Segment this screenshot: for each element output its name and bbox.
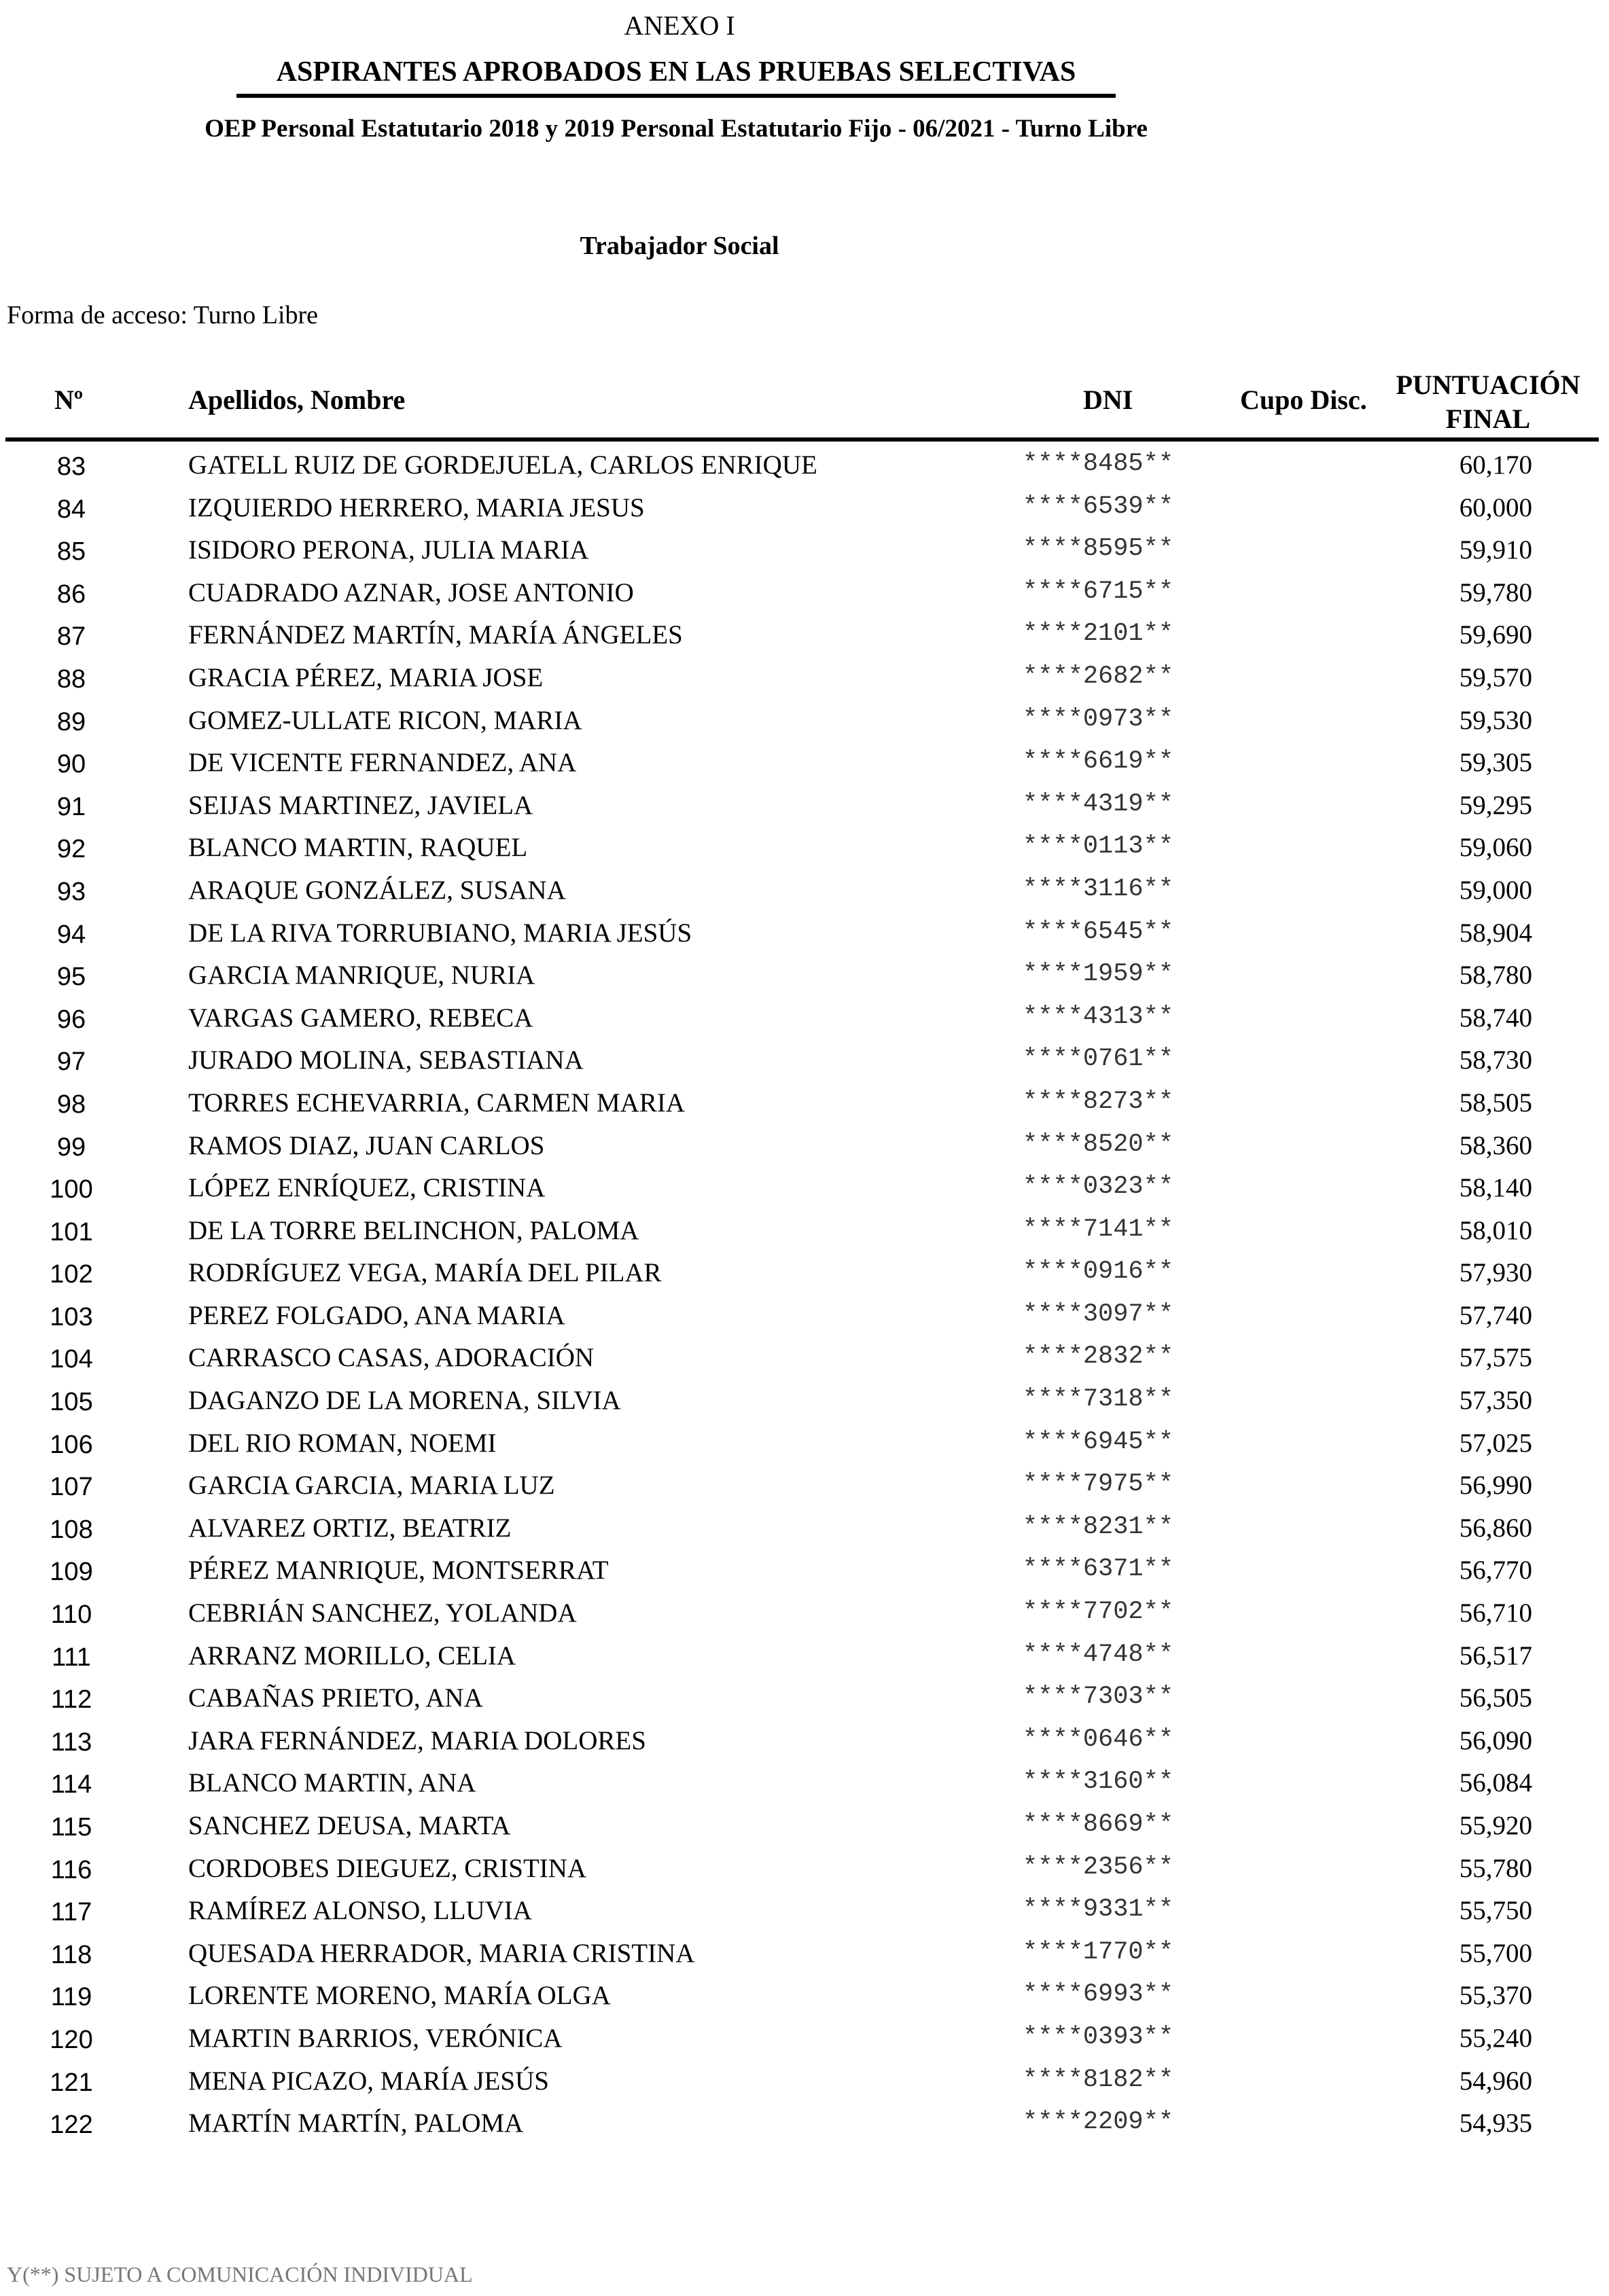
row-score: 55,240 bbox=[1459, 2023, 1532, 2053]
row-number: 88 bbox=[56, 664, 86, 694]
row-number: 98 bbox=[56, 1090, 86, 1119]
table-row bbox=[0, 450, 1609, 492]
row-dni: ****6371** bbox=[1023, 1555, 1174, 1584]
row-name: CEBRIÁN SANCHEZ, YOLANDA bbox=[188, 1598, 577, 1628]
row-name: JARA FERNÁNDEZ, MARIA DOLORES bbox=[188, 1725, 646, 1755]
row-score: 58,730 bbox=[1459, 1045, 1532, 1075]
row-number: 115 bbox=[50, 1813, 92, 1842]
row-score: 56,990 bbox=[1459, 1471, 1532, 1501]
row-score: 59,780 bbox=[1459, 577, 1532, 607]
row-name: DE LA RIVA TORRUBIANO, MARIA JESÚS bbox=[188, 918, 692, 948]
table-row bbox=[0, 1810, 1609, 1853]
row-number: 93 bbox=[56, 877, 86, 906]
row-dni: ****9331** bbox=[1023, 1895, 1174, 1924]
row-score: 56,505 bbox=[1459, 1683, 1532, 1713]
row-score: 58,140 bbox=[1459, 1173, 1532, 1203]
row-number: 83 bbox=[56, 452, 86, 481]
table-row bbox=[0, 662, 1609, 705]
table-row bbox=[0, 1385, 1609, 1428]
row-name: PÉREZ MANRIQUE, MONTSERRAT bbox=[188, 1556, 609, 1585]
table-row bbox=[0, 1640, 1609, 1683]
row-dni: ****2101** bbox=[1023, 620, 1174, 649]
row-number: 113 bbox=[50, 1727, 92, 1757]
row-number: 119 bbox=[50, 1983, 92, 2012]
row-number: 89 bbox=[56, 707, 86, 736]
row-score: 55,780 bbox=[1459, 1853, 1532, 1883]
table-row bbox=[0, 790, 1609, 833]
table-row bbox=[0, 620, 1609, 662]
row-score: 56,860 bbox=[1459, 1513, 1532, 1543]
row-dni: ****6715** bbox=[1023, 577, 1174, 606]
row-name: ISIDORO PERONA, JULIA MARIA bbox=[188, 535, 589, 565]
table-row bbox=[0, 1555, 1609, 1598]
row-name: TORRES ECHEVARRIA, CARMEN MARIA bbox=[188, 1088, 685, 1117]
table-row bbox=[0, 2108, 1609, 2151]
row-score: 59,530 bbox=[1459, 705, 1532, 735]
row-number: 92 bbox=[56, 835, 86, 864]
column-header-number: Nº bbox=[54, 384, 84, 415]
row-number: 117 bbox=[50, 1898, 92, 1927]
row-dni: ****7303** bbox=[1023, 1683, 1174, 1712]
table-row bbox=[0, 535, 1609, 577]
table-row bbox=[0, 1300, 1609, 1343]
row-dni: ****8595** bbox=[1023, 535, 1174, 564]
table-row bbox=[0, 2066, 1609, 2109]
row-name: GOMEZ-ULLATE RICON, MARIA bbox=[188, 705, 582, 735]
row-name: BLANCO MARTIN, ANA bbox=[188, 1768, 476, 1798]
row-number: 116 bbox=[50, 1855, 92, 1884]
row-dni: ****7702** bbox=[1023, 1598, 1174, 1627]
row-dni: ****2209** bbox=[1023, 2108, 1174, 2137]
table-row bbox=[0, 1513, 1609, 1556]
table-row bbox=[0, 960, 1609, 1003]
row-dni: ****6539** bbox=[1023, 492, 1174, 521]
row-name: RODRÍGUEZ VEGA, MARÍA DEL PILAR bbox=[188, 1258, 662, 1288]
row-score: 58,360 bbox=[1459, 1130, 1532, 1160]
row-dni: ****6945** bbox=[1023, 1427, 1174, 1456]
table-row bbox=[0, 1725, 1609, 1768]
table-row bbox=[0, 2023, 1609, 2066]
row-name: SEIJAS MARTINEZ, JAVIELA bbox=[188, 790, 533, 820]
row-number: 99 bbox=[56, 1132, 86, 1162]
row-dni: ****0646** bbox=[1023, 1725, 1174, 1754]
row-name: CUADRADO AZNAR, JOSE ANTONIO bbox=[188, 577, 634, 607]
row-name: MENA PICAZO, MARÍA JESÚS bbox=[188, 2066, 549, 2096]
row-number: 94 bbox=[56, 920, 86, 949]
row-name: VARGAS GAMERO, REBECA bbox=[188, 1003, 533, 1033]
table-row bbox=[0, 1938, 1609, 1981]
row-score: 57,740 bbox=[1459, 1300, 1532, 1330]
row-number: 95 bbox=[56, 963, 86, 992]
row-name: CORDOBES DIEGUEZ, CRISTINA bbox=[188, 1853, 587, 1883]
row-score: 58,505 bbox=[1459, 1088, 1532, 1117]
row-number: 106 bbox=[50, 1430, 93, 1459]
table-row bbox=[0, 747, 1609, 790]
score-header-line1: PUNTUACIÓN bbox=[1396, 370, 1580, 400]
row-number: 108 bbox=[50, 1515, 93, 1544]
table-row bbox=[0, 577, 1609, 620]
row-score: 54,935 bbox=[1459, 2109, 1532, 2138]
row-name: SANCHEZ DEUSA, MARTA bbox=[188, 1811, 511, 1840]
title-underline bbox=[236, 94, 1116, 98]
row-dni: ****8273** bbox=[1023, 1087, 1174, 1116]
table-row bbox=[0, 1342, 1609, 1385]
results-table bbox=[0, 450, 1609, 2151]
table-row bbox=[0, 705, 1609, 748]
row-score: 57,025 bbox=[1459, 1428, 1532, 1458]
row-name: GRACIA PÉREZ, MARIA JOSE bbox=[188, 662, 544, 692]
row-number: 120 bbox=[50, 2025, 93, 2054]
row-dni: ****8485** bbox=[1023, 450, 1174, 478]
row-name: IZQUIERDO HERRERO, MARIA JESUS bbox=[188, 492, 645, 522]
table-row bbox=[0, 1088, 1609, 1130]
row-score: 56,710 bbox=[1459, 1598, 1532, 1628]
row-number: 118 bbox=[50, 1940, 92, 1969]
row-name: DE LA TORRE BELINCHON, PALOMA bbox=[188, 1215, 639, 1245]
row-dni: ****8182** bbox=[1023, 2065, 1174, 2094]
table-row bbox=[0, 1598, 1609, 1640]
row-score: 58,010 bbox=[1459, 1215, 1532, 1245]
row-score: 59,000 bbox=[1459, 875, 1532, 905]
row-name: ALVAREZ ORTIZ, BEATRIZ bbox=[188, 1513, 512, 1543]
table-row bbox=[0, 492, 1609, 535]
row-name: MARTÍN MARTÍN, PALOMA bbox=[188, 2109, 524, 2138]
row-score: 59,910 bbox=[1459, 535, 1532, 565]
row-number: 112 bbox=[50, 1685, 92, 1715]
row-score: 54,960 bbox=[1459, 2066, 1532, 2096]
table-row bbox=[0, 918, 1609, 961]
document-subtitle: OEP Personal Estatutario 2018 y 2019 Personal Estatutario Fijo - 06/2021 - Turno Libre bbox=[205, 115, 1148, 143]
row-score: 57,350 bbox=[1459, 1386, 1532, 1416]
row-number: 103 bbox=[50, 1302, 93, 1331]
row-dni: ****2682** bbox=[1023, 662, 1174, 691]
row-score: 58,780 bbox=[1459, 961, 1532, 990]
row-dni: ****2356** bbox=[1023, 1852, 1174, 1882]
row-dni: ****6993** bbox=[1023, 1980, 1174, 2009]
row-name: DE VICENTE FERNANDEZ, ANA bbox=[188, 748, 577, 778]
row-dni: ****8231** bbox=[1023, 1512, 1174, 1541]
row-score: 59,690 bbox=[1459, 620, 1532, 650]
row-number: 102 bbox=[50, 1260, 93, 1289]
row-dni: ****0761** bbox=[1023, 1045, 1174, 1074]
row-number: 105 bbox=[50, 1388, 93, 1417]
row-name: DAGANZO DE LA MORENA, SILVIA bbox=[188, 1386, 621, 1416]
table-row bbox=[0, 1045, 1609, 1088]
row-score: 56,090 bbox=[1459, 1725, 1532, 1755]
row-score: 56,084 bbox=[1459, 1768, 1532, 1798]
table-row bbox=[0, 1428, 1609, 1471]
category-label: Trabajador Social bbox=[580, 232, 779, 260]
row-dni: ****0323** bbox=[1023, 1172, 1174, 1202]
row-dni: ****0393** bbox=[1023, 2022, 1174, 2051]
row-dni: ****1770** bbox=[1023, 1937, 1174, 1967]
row-dni: ****0973** bbox=[1023, 704, 1174, 734]
column-header-name: Apellidos, Nombre bbox=[188, 384, 406, 415]
row-name: RAMOS DIAZ, JUAN CARLOS bbox=[188, 1130, 545, 1160]
table-row bbox=[0, 1003, 1609, 1045]
row-name: ARRANZ MORILLO, CELIA bbox=[188, 1640, 516, 1670]
row-dni: ****3160** bbox=[1023, 1768, 1174, 1797]
table-row bbox=[0, 1257, 1609, 1300]
row-number: 85 bbox=[56, 537, 86, 567]
row-name: GATELL RUIZ DE GORDEJUELA, CARLOS ENRIQUE bbox=[188, 450, 817, 480]
row-number: 87 bbox=[56, 622, 86, 651]
row-score: 55,750 bbox=[1459, 1896, 1532, 1926]
row-name: FERNÁNDEZ MARTÍN, MARÍA ÁNGELES bbox=[188, 620, 683, 650]
row-name: ARAQUE GONZÁLEZ, SUSANA bbox=[188, 875, 566, 905]
table-row bbox=[0, 1130, 1609, 1173]
row-number: 104 bbox=[50, 1345, 93, 1374]
row-score: 59,295 bbox=[1459, 790, 1532, 820]
row-name: RAMÍREZ ALONSO, LLUVIA bbox=[188, 1896, 532, 1926]
table-row bbox=[0, 1172, 1609, 1215]
row-name: CABAÑAS PRIETO, ANA bbox=[188, 1683, 483, 1713]
row-score: 55,700 bbox=[1459, 1938, 1532, 1968]
table-row bbox=[0, 1895, 1609, 1938]
annex-label: ANEXO I bbox=[624, 10, 735, 41]
row-number: 111 bbox=[52, 1643, 91, 1672]
row-name: QUESADA HERRADOR, MARIA CRISTINA bbox=[188, 1938, 695, 1968]
row-number: 109 bbox=[50, 1558, 93, 1587]
row-number: 96 bbox=[56, 1005, 86, 1034]
row-dni: ****4319** bbox=[1023, 789, 1174, 819]
column-header-score bbox=[1386, 368, 1590, 436]
row-dni: ****4313** bbox=[1023, 1002, 1174, 1031]
row-score: 57,575 bbox=[1459, 1343, 1532, 1373]
table-row bbox=[0, 875, 1609, 918]
column-header-dni: DNI bbox=[1083, 384, 1133, 415]
table-row bbox=[0, 1768, 1609, 1810]
row-number: 110 bbox=[50, 1600, 92, 1630]
row-dni: ****3097** bbox=[1023, 1299, 1174, 1329]
row-name: LORENTE MORENO, MARÍA OLGA bbox=[188, 1981, 611, 2011]
header-divider bbox=[5, 437, 1599, 442]
row-name: GARCIA GARCIA, MARIA LUZ bbox=[188, 1471, 555, 1501]
row-dni: ****7318** bbox=[1023, 1385, 1174, 1414]
row-score: 59,305 bbox=[1459, 748, 1532, 778]
row-number: 122 bbox=[50, 2111, 93, 2140]
row-dni: ****1959** bbox=[1023, 960, 1174, 989]
row-number: 101 bbox=[50, 1217, 93, 1246]
document-title: ASPIRANTES APROBADOS EN LAS PRUEBAS SELECTIVAS bbox=[276, 56, 1076, 88]
column-header-cupo: Cupo Disc. bbox=[1240, 384, 1367, 415]
row-number: 97 bbox=[56, 1047, 86, 1077]
row-name: JURADO MOLINA, SEBASTIANA bbox=[188, 1045, 584, 1075]
row-score: 55,920 bbox=[1459, 1811, 1532, 1840]
row-dni: ****4748** bbox=[1023, 1640, 1174, 1669]
row-number: 86 bbox=[56, 579, 86, 609]
footer-note: Y(**) SUJETO A COMUNICACIÓN INDIVIDUAL bbox=[7, 2262, 473, 2286]
row-dni: ****3116** bbox=[1023, 874, 1174, 903]
row-score: 60,170 bbox=[1459, 450, 1532, 480]
row-score: 59,060 bbox=[1459, 833, 1532, 863]
row-score: 58,740 bbox=[1459, 1003, 1532, 1033]
row-number: 91 bbox=[56, 792, 86, 821]
row-name: CARRASCO CASAS, ADORACIÓN bbox=[188, 1343, 595, 1373]
row-score: 59,570 bbox=[1459, 662, 1532, 692]
row-number: 84 bbox=[56, 495, 86, 524]
row-name: LÓPEZ ENRÍQUEZ, CRISTINA bbox=[188, 1173, 546, 1203]
table-row bbox=[0, 1980, 1609, 2023]
row-dni: ****2832** bbox=[1023, 1342, 1174, 1371]
row-name: DEL RIO ROMAN, NOEMI bbox=[188, 1428, 497, 1458]
row-dni: ****6619** bbox=[1023, 747, 1174, 776]
row-score: 56,770 bbox=[1459, 1556, 1532, 1585]
row-name: BLANCO MARTIN, RAQUEL bbox=[188, 833, 528, 863]
row-number: 100 bbox=[50, 1175, 93, 1204]
score-header-line2: FINAL bbox=[1445, 403, 1531, 434]
row-dni: ****8520** bbox=[1023, 1130, 1174, 1159]
row-name: PEREZ FOLGADO, ANA MARIA bbox=[188, 1300, 565, 1330]
access-mode: Forma de acceso: Turno Libre bbox=[7, 301, 319, 329]
table-row bbox=[0, 1683, 1609, 1725]
row-dni: ****0916** bbox=[1023, 1257, 1174, 1287]
row-score: 57,930 bbox=[1459, 1258, 1532, 1288]
row-dni: ****8669** bbox=[1023, 1810, 1174, 1839]
row-score: 55,370 bbox=[1459, 1981, 1532, 2011]
row-number: 114 bbox=[50, 1770, 92, 1799]
row-number: 121 bbox=[50, 2068, 93, 2097]
row-number: 107 bbox=[50, 1473, 93, 1502]
row-name: GARCIA MANRIQUE, NURIA bbox=[188, 961, 535, 990]
row-dni: ****7975** bbox=[1023, 1470, 1174, 1499]
row-dni: ****7141** bbox=[1023, 1215, 1174, 1244]
table-row bbox=[0, 1470, 1609, 1513]
table-row bbox=[0, 1215, 1609, 1258]
row-dni: ****0113** bbox=[1023, 832, 1174, 861]
table-row bbox=[0, 1853, 1609, 1896]
row-number: 90 bbox=[56, 750, 86, 779]
row-score: 60,000 bbox=[1459, 492, 1532, 522]
row-dni: ****6545** bbox=[1023, 917, 1174, 946]
table-row bbox=[0, 832, 1609, 875]
row-score: 56,517 bbox=[1459, 1640, 1532, 1670]
row-name: MARTIN BARRIOS, VERÓNICA bbox=[188, 2023, 563, 2053]
row-score: 58,904 bbox=[1459, 918, 1532, 948]
